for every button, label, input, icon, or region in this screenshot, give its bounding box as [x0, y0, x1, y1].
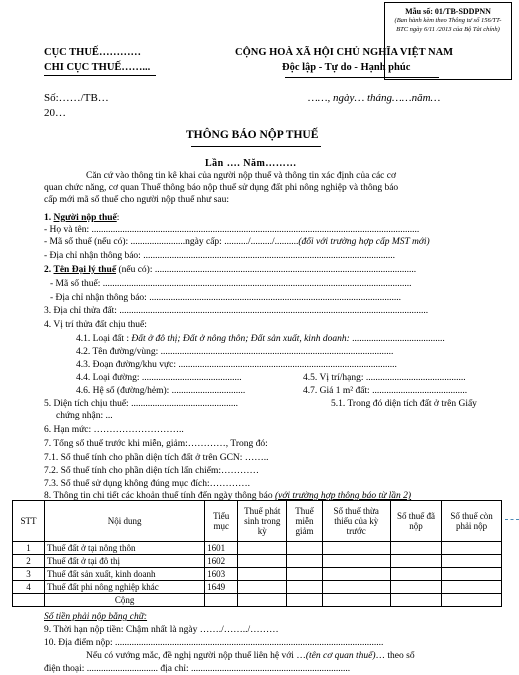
land-type: 4.1. Loại đất : Đất ở đô thị; Đất ở nông thôn; Đất sản xuất, kinh doanh: ....................................... [76, 334, 445, 344]
row-cell [442, 594, 502, 607]
contact-phone-address: điện thoại: .............................. địa chỉ: ................................................................... [44, 664, 351, 674]
row-stt: 3 [13, 568, 45, 581]
street-name: 4.2. Tên đường/vùng: .................................................................................................. [76, 347, 394, 357]
motto-underline [285, 77, 439, 78]
col-header-prior-balance: Số thuế thừa thiếu của kỳ trước [322, 501, 390, 542]
tax-improper-use: 7.3. Số thuế sử dụng không đúng mục đích:…………. [44, 479, 250, 489]
tax-certified-area: 7.1. Số thuế tính cho phần diện tích đất ở trên GCN: …….. [44, 453, 269, 463]
intro-line-2: quan chức năng, cơ quan Thuế thông báo nộp thuế sử dụng đất phi nông nghiệp và thông báo [44, 183, 399, 193]
taxpayer-tax-code: - Mã số thuế (nếu có): .......................ngày cấp: ........../........./..........(đối với trường hợp cấp MST mới) [44, 237, 430, 247]
row-cell [390, 594, 441, 607]
col-header-sub-item: Tiểu mục [205, 501, 238, 542]
taxpayer-name: - Họ và tên: .......................................................................................................................................... [44, 225, 420, 235]
table-row [13, 568, 502, 581]
document-number-year: 20… [44, 107, 66, 119]
land-address: 3. Địa chỉ thửa đất: .................................................................................................................................. [44, 306, 429, 316]
table-row [13, 581, 502, 594]
agent-tax-code: - Mã số thuế: .................................................................................................................................. [50, 279, 412, 289]
tax-encroached-area: 7.2. Số thuế tính cho phần diện tích lấn chiếm:………… [44, 466, 260, 476]
form-issuance-note: (Ban hành kèm theo Thông tư số 156/TT-BTC ngày 6/11 /2013 của Bộ Tài chính) [394, 17, 502, 33]
amount-in-words: Số tiền phải nộp bằng chữ: [44, 612, 148, 622]
table-total-row [13, 594, 502, 607]
intro-line-3: cấp mới mã số thuế cho người nộp thuế như sau: [44, 195, 229, 205]
row-cell [287, 594, 322, 607]
land-position-heading: 4. Vị trí thửa đất chịu thuế: [44, 320, 147, 330]
national-title: CỘNG HOÀ XÃ HỘI CHỦ NGHĨA VIỆT NAM [235, 47, 454, 58]
row-cell [390, 581, 441, 594]
row-cell [322, 568, 390, 581]
row-sub-item: 1602 [205, 555, 238, 568]
col-header-arising-tax: Thuế phát sinh trong kỳ [238, 501, 287, 542]
alley-coefficient: 4.6. Hệ số (đường/hẻm): ............................... [76, 386, 246, 396]
land-quota: 6. Hạn mức: ……………………….. [44, 425, 184, 435]
row-cell [442, 568, 502, 581]
section-taxpayer-heading: 1. Người nộp thuế: [44, 213, 120, 223]
row-content: Thuế đất sản xuất, kinh doanh [45, 568, 205, 581]
row-cell [205, 594, 238, 607]
street-section: 4.3. Đoạn đường/khu vực: ............................................................................................ [76, 360, 397, 370]
row-cell [238, 581, 287, 594]
row-stt: 4 [13, 581, 45, 594]
place-date: ……, ngày… tháng……năm… [308, 92, 441, 104]
title-underline [191, 146, 321, 147]
street-type: 4.4. Loại đường: .......................................... [76, 373, 242, 383]
margin-comment-connector [505, 519, 519, 520]
row-cell [287, 581, 322, 594]
row-cell [238, 568, 287, 581]
notice-round: Lần …. Năm……… [205, 158, 297, 169]
row-stt: 2 [13, 555, 45, 568]
land-unit-price: 4.7. Giá 1 m² đất: ........................................ [303, 386, 468, 396]
row-cell [322, 555, 390, 568]
agency-underline [44, 75, 156, 76]
table-row [13, 555, 502, 568]
col-header-paid-tax: Số thuế đã nộp [390, 501, 441, 542]
row-cell [322, 594, 390, 607]
payment-deadline: 9. Thời hạn nộp tiền: Chậm nhất là ngày ……./……../……… [44, 625, 279, 635]
row-sub-item: 1601 [205, 542, 238, 555]
row-cell [322, 581, 390, 594]
row-stt: 1 [13, 542, 45, 555]
row-cell [322, 542, 390, 555]
col-header-exempted-tax: Thuế miễn giảm [287, 501, 322, 542]
total-label: Cộng [45, 594, 205, 607]
total-tax-before-exemption: 7. Tổng số thuế trước khi miễn, giảm:…………, Trong đó: [44, 439, 268, 449]
row-cell [442, 555, 502, 568]
section-tax-agent-heading: 2. Tên Đại lý thuế (nếu có): .............................................................................................................. [44, 265, 417, 275]
residential-area-on-certificate: 5.1. Trong đó diện tích đất ở trên Giấy [331, 399, 477, 409]
table-header-row [13, 501, 502, 542]
row-cell [390, 555, 441, 568]
position-rank: 4.5. Vị trí/hạng: .......................................... [303, 373, 466, 383]
row-content: Thuế đất ở tại đô thị [45, 555, 205, 568]
certificate-area-value: chứng nhận: ... [56, 411, 113, 421]
row-content: Thuế đất phi nông nghiệp khác [45, 581, 205, 594]
row-cell [238, 542, 287, 555]
row-cell [442, 581, 502, 594]
row-sub-item: 1603 [205, 568, 238, 581]
agency-subdepartment: CHI CỤC THUẾ……... [44, 62, 151, 73]
row-cell [287, 555, 322, 568]
col-header-stt: STT [13, 501, 45, 542]
row-cell [238, 594, 287, 607]
row-cell [442, 542, 502, 555]
row-cell [287, 568, 322, 581]
document-title: THÔNG BÁO NỘP THUẾ [186, 129, 319, 141]
taxable-area: 5. Diện tích chịu thuế: ............................................. [44, 399, 238, 409]
document-number: Số:……/TB… [44, 92, 109, 104]
national-motto: Độc lập - Tự do - Hạnh phúc [282, 62, 411, 73]
row-cell [238, 555, 287, 568]
intro-line-1: Căn cứ vào thông tin kê khai của người nộp thuế và thông tin xác định của các cơ [86, 171, 397, 181]
form-code: Mẫu số: 01/TB-SDDPNN [405, 7, 491, 16]
agency-department: CỤC THUẾ………… [44, 47, 141, 58]
row-sub-item: 1649 [205, 581, 238, 594]
col-header-remaining-tax: Số thuế còn phải nộp [442, 501, 502, 542]
contact-note: Nếu có vướng mắc, đề nghị người nộp thuế liên hệ với …(tên cơ quan thuế)… theo số [86, 651, 415, 661]
total-stt-cell [13, 594, 45, 607]
tax-detail-table [12, 500, 502, 607]
taxpayer-address: - Địa chỉ nhận thông báo: .......................................................................................................... [44, 251, 395, 261]
tax-detail-heading: 8. Thông tin chi tiết các khoản thuế tính đến ngày thông báo (với trường hợp thông báo từ lần 2) [44, 491, 412, 501]
col-header-content: Nội dung [45, 501, 205, 542]
row-cell [287, 542, 322, 555]
payment-place: 10. Địa điểm nộp: ................................................................................................................. [44, 638, 384, 648]
table-row [13, 542, 502, 555]
row-cell [390, 568, 441, 581]
agent-address: - Địa chỉ nhận thông báo: .......................................................................................................... [50, 293, 401, 303]
row-cell [390, 542, 441, 555]
row-content: Thuế đất ở tại nông thôn [45, 542, 205, 555]
